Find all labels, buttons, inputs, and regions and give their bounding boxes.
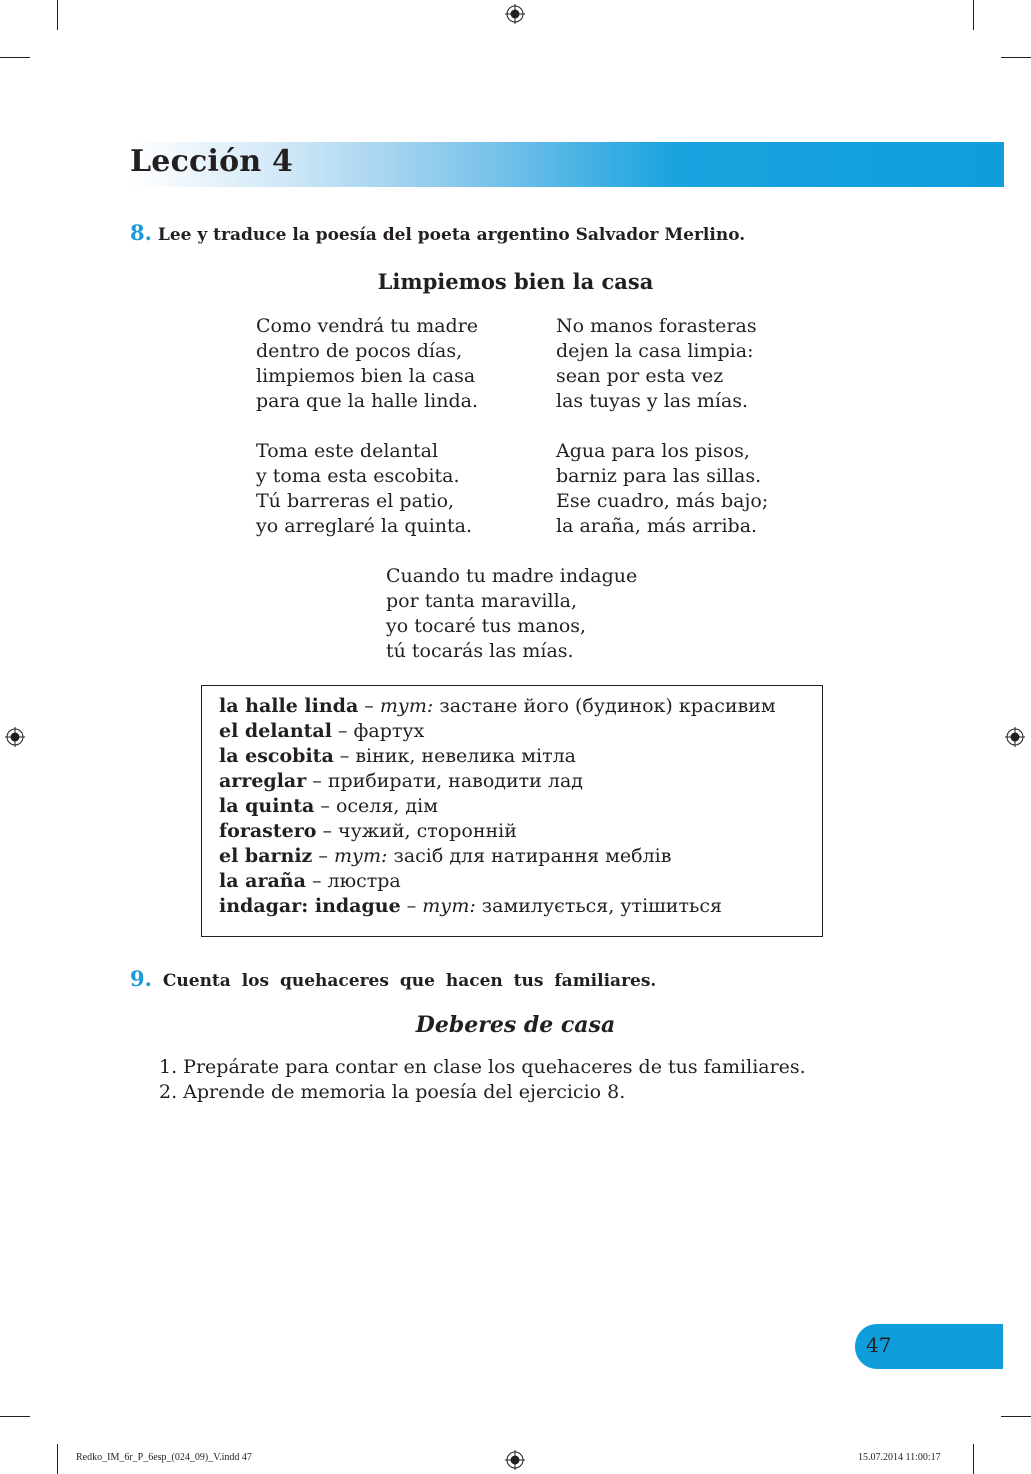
poem-line: Tú barreras el patio, [256, 490, 455, 512]
vocabulary-dash: – [358, 695, 380, 717]
poem-line: por tanta maravilla, [386, 590, 578, 612]
registration-mark-icon [1005, 727, 1025, 747]
vocabulary-translation: замилується, утішиться [475, 895, 722, 917]
poem-line: limpiemos bien la casa [256, 365, 476, 387]
lesson-title: Lección 4 [130, 144, 294, 179]
crop-mark [973, 0, 974, 30]
poem-line: Ese cuadro, más bajo; [556, 490, 769, 512]
homework-item: 1. Prepárate para contar en clase los quehaceres de tus familiares. [159, 1056, 806, 1078]
poem-stanza [256, 314, 478, 414]
vocabulary-entry [219, 869, 822, 894]
crop-mark [1001, 1416, 1031, 1417]
poem-line: Como vendrá tu madre [256, 315, 479, 337]
crop-mark [0, 1416, 30, 1417]
poem-stanza [386, 564, 637, 664]
vocabulary-entry [219, 744, 822, 769]
vocabulary-entry [219, 719, 822, 744]
poem-line: tú tocarás las mías. [386, 640, 574, 662]
poem-line: la araña, más arriba. [556, 515, 758, 537]
vocabulary-entry [219, 694, 822, 719]
registration-mark-icon [505, 1450, 525, 1470]
vocabulary-term: arreglar [219, 770, 307, 792]
poem-line: las tuyas y las mías. [556, 390, 749, 412]
crop-mark [57, 0, 58, 30]
crop-mark [1001, 57, 1031, 58]
vocabulary-dash: – [331, 720, 354, 742]
poem-line: dentro de pocos días, [256, 340, 463, 362]
file-slug: Redko_IM_6r_P_6esp_(024_09)_V.indd 47 [76, 1452, 252, 1463]
registration-mark-icon [505, 4, 525, 24]
vocabulary-note: тут: [333, 845, 388, 867]
vocabulary-translation: фартух [353, 720, 425, 742]
poem-title: Limpiemos bien la casa [377, 269, 654, 294]
vocabulary-dash: – [314, 795, 336, 817]
crop-mark [0, 57, 30, 58]
vocabulary-term: la quinta [219, 795, 315, 817]
vocabulary-term: el delantal [219, 720, 332, 742]
vocabulary-dash: – [400, 895, 423, 917]
vocabulary-term: la araña [219, 870, 306, 892]
poem-line: sean por esta vez [556, 365, 724, 387]
crop-mark [973, 1444, 974, 1474]
vocabulary-note: тут: [379, 695, 434, 717]
poem-line: No manos forasteras [556, 315, 757, 337]
vocabulary-term: el barniz [219, 845, 313, 867]
vocabulary-entry [219, 844, 822, 869]
vocabulary-translation: люстра [327, 870, 401, 892]
poem-line: Agua para los pisos, [556, 440, 750, 462]
registration-mark-icon [5, 727, 25, 747]
vocabulary-translation: прибирати, наводити лад [327, 770, 583, 792]
poem-line: Toma este delantal [256, 440, 439, 462]
vocabulary-translation: чужий, сторонній [338, 820, 517, 842]
exercise-number: 9. [130, 966, 152, 991]
exercise-instruction-text: Lee y traduce la poesía del poeta argentino Salvador Merlino. [157, 225, 746, 245]
crop-mark [57, 1444, 58, 1474]
print-timestamp: 15.07.2014 11:00:17 [858, 1452, 941, 1463]
vocabulary-note: тут: [422, 895, 476, 917]
vocabulary-entry [219, 769, 822, 794]
poem-stanza [556, 314, 757, 414]
page-number: 47 [866, 1333, 892, 1357]
exercise-8-instruction [130, 220, 745, 245]
exercise-instruction-text: Cuenta los quehaceres que hacen tus familiares. [162, 971, 657, 991]
poem-line: Cuando tu madre indague [386, 565, 638, 587]
vocabulary-dash: – [305, 870, 328, 892]
exercise-9-instruction [130, 966, 656, 991]
poem-line: dejen la casa limpia: [556, 340, 754, 362]
poem-line: y toma esta escobita. [256, 465, 460, 487]
vocabulary-translation: засіб для натирання меблів [387, 845, 672, 867]
vocabulary-box [201, 685, 823, 937]
poem-stanza [256, 439, 472, 539]
vocabulary-entry [219, 819, 822, 844]
vocabulary-dash: – [316, 820, 339, 842]
vocabulary-translation: віник, невелика мітла [355, 745, 577, 767]
poem-stanza [556, 439, 768, 539]
vocabulary-term: la halle linda [219, 695, 359, 717]
vocabulary-dash: – [312, 845, 334, 867]
poem-line: yo tocaré tus manos, [386, 615, 587, 637]
homework-title: Deberes de casa [415, 1012, 616, 1038]
homework-item: 2. Aprende de memoria la poesía del ejercicio 8. [159, 1081, 626, 1103]
vocabulary-term: forastero [219, 820, 317, 842]
exercise-number: 8. [130, 220, 152, 245]
vocabulary-entry [219, 894, 822, 919]
poem-line: yo arreglaré la quinta. [256, 515, 473, 537]
vocabulary-term: la escobita [219, 745, 334, 767]
vocabulary-dash: – [333, 745, 356, 767]
poem-line: para que la halle linda. [256, 390, 478, 412]
vocabulary-translation: оселя, дім [335, 795, 438, 817]
vocabulary-term: indagar: indague [219, 895, 401, 917]
vocabulary-translation: застане його (будинок) красивим [433, 695, 776, 717]
vocabulary-dash: – [306, 770, 328, 792]
poem-line: barniz para las sillas. [556, 465, 762, 487]
homework-list [159, 1055, 806, 1105]
vocabulary-entry [219, 794, 822, 819]
